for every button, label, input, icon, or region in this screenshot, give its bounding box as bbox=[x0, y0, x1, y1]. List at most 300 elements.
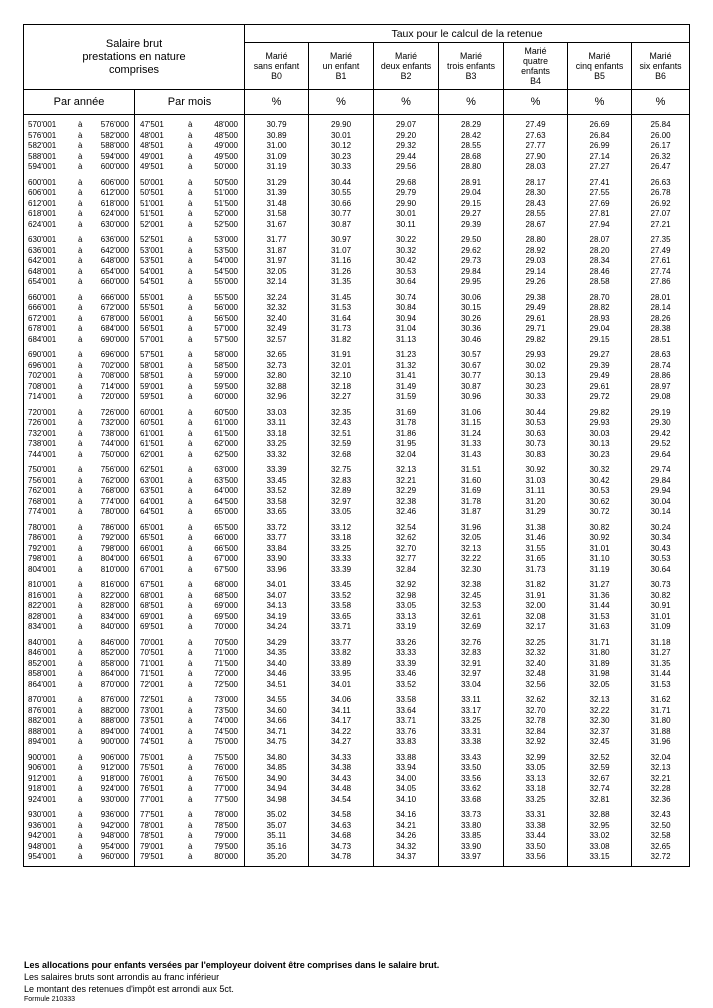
rate-b2: 33.39 bbox=[374, 659, 439, 670]
rate-b5: 31.01 bbox=[568, 544, 632, 555]
range-separator: à bbox=[78, 360, 83, 370]
monthly-range bbox=[135, 277, 245, 288]
monthly-range bbox=[135, 633, 245, 649]
rate-b2: 33.33 bbox=[374, 648, 439, 659]
rate-b1: 30.12 bbox=[309, 141, 374, 152]
rate-b4: 30.33 bbox=[504, 392, 568, 403]
monthly-range bbox=[135, 209, 245, 220]
range-separator: à bbox=[78, 245, 83, 255]
rate-b1: 30.66 bbox=[309, 199, 374, 210]
rate-b4: 32.99 bbox=[504, 748, 568, 764]
range-separator: à bbox=[188, 737, 193, 746]
monthly-from: 65'501 bbox=[140, 533, 164, 542]
rate-b1: 32.59 bbox=[309, 439, 374, 450]
annual-to: 678'000 bbox=[100, 313, 129, 323]
annual-from: 936'001 bbox=[28, 820, 57, 830]
annual-range bbox=[24, 591, 135, 602]
range-separator: à bbox=[78, 841, 83, 851]
annual-range bbox=[24, 795, 135, 806]
annual-from: 606'001 bbox=[28, 188, 57, 197]
rate-b1: 31.53 bbox=[309, 303, 374, 314]
rate-b1: 29.90 bbox=[309, 115, 374, 131]
rate-b1: 33.05 bbox=[309, 507, 374, 518]
annual-from: 732'001 bbox=[28, 428, 57, 438]
annual-range bbox=[24, 575, 135, 591]
rate-b4: 27.49 bbox=[504, 115, 568, 131]
rate-b6: 31.88 bbox=[632, 727, 690, 738]
monthly-to: 63'000 bbox=[214, 465, 239, 474]
rate-b1: 32.35 bbox=[309, 403, 374, 419]
range-separator: à bbox=[188, 773, 193, 783]
rate-b0: 32.57 bbox=[245, 335, 309, 346]
rate-b3: 28.42 bbox=[439, 131, 504, 142]
annual-to: 936'000 bbox=[100, 810, 129, 819]
monthly-to: 53'000 bbox=[214, 235, 239, 244]
monthly-range bbox=[135, 842, 245, 853]
table-row bbox=[24, 533, 690, 544]
annual-range bbox=[24, 209, 135, 220]
rate-b3: 33.62 bbox=[439, 784, 504, 795]
table-row bbox=[24, 450, 690, 461]
footer-note-rounding-tax: Le montant des retenues d'impôt est arrondi aux 5ct. bbox=[24, 984, 234, 994]
rate-b2: 32.98 bbox=[374, 591, 439, 602]
monthly-from: 68'001 bbox=[140, 590, 164, 600]
annual-range bbox=[24, 852, 135, 866]
annual-to: 960'000 bbox=[100, 852, 129, 861]
rate-b0: 33.11 bbox=[245, 418, 309, 429]
range-separator: à bbox=[78, 679, 83, 689]
annual-to: 804'000 bbox=[100, 554, 129, 563]
monthly-range bbox=[135, 648, 245, 659]
rate-b5: 27.55 bbox=[568, 188, 632, 199]
rate-b5: 27.14 bbox=[568, 152, 632, 163]
rate-b2: 34.10 bbox=[374, 795, 439, 806]
annual-range bbox=[24, 277, 135, 288]
table-row bbox=[24, 601, 690, 612]
form-number: Formule 210333 bbox=[24, 996, 75, 1003]
monthly-from: 56'501 bbox=[140, 324, 164, 333]
monthly-from: 51'001 bbox=[140, 198, 164, 208]
monthly-range bbox=[135, 288, 245, 304]
rate-b4: 31.20 bbox=[504, 497, 568, 508]
annual-range bbox=[24, 716, 135, 727]
monthly-range bbox=[135, 267, 245, 278]
annual-range bbox=[24, 544, 135, 555]
rate-b6: 31.18 bbox=[632, 633, 690, 649]
range-separator: à bbox=[188, 177, 193, 187]
barem-header-b6: Marié six enfants B6 bbox=[632, 43, 690, 90]
rate-b4: 31.55 bbox=[504, 544, 568, 555]
annual-to: 624'000 bbox=[100, 209, 129, 218]
rate-b2: 29.68 bbox=[374, 173, 439, 189]
monthly-from: 58'501 bbox=[140, 371, 164, 380]
annual-from: 600'001 bbox=[28, 177, 57, 187]
rate-b4: 31.82 bbox=[504, 575, 568, 591]
monthly-to: 74'500 bbox=[214, 726, 239, 736]
monthly-to: 56'000 bbox=[214, 303, 239, 312]
rate-b0: 34.01 bbox=[245, 575, 309, 591]
rate-b5: 27.41 bbox=[568, 173, 632, 189]
monthly-from: 75'001 bbox=[140, 752, 164, 762]
range-separator: à bbox=[78, 313, 83, 323]
rate-b5: 32.22 bbox=[568, 706, 632, 717]
range-separator: à bbox=[188, 245, 193, 255]
rate-b5: 29.27 bbox=[568, 345, 632, 361]
rate-b5: 26.84 bbox=[568, 131, 632, 142]
monthly-range bbox=[135, 784, 245, 795]
annual-to: 918'000 bbox=[100, 773, 129, 783]
range-separator: à bbox=[78, 292, 83, 302]
annual-from: 954'001 bbox=[28, 852, 57, 861]
rate-b6: 25.84 bbox=[632, 115, 690, 131]
rate-b1: 31.82 bbox=[309, 335, 374, 346]
rate-b2: 33.88 bbox=[374, 748, 439, 764]
table-row bbox=[24, 842, 690, 853]
table-row bbox=[24, 622, 690, 633]
annual-from: 894'001 bbox=[28, 737, 57, 746]
monthly-range bbox=[135, 706, 245, 717]
table-row bbox=[24, 706, 690, 717]
monthly-from: 67'501 bbox=[140, 580, 164, 589]
range-separator: à bbox=[188, 130, 193, 140]
rate-b4: 30.92 bbox=[504, 460, 568, 476]
table-row bbox=[24, 324, 690, 335]
monthly-from: 66'001 bbox=[140, 543, 164, 553]
rate-b1: 31.45 bbox=[309, 288, 374, 304]
rate-b2: 32.04 bbox=[374, 450, 439, 461]
annual-to: 774'000 bbox=[100, 496, 129, 506]
monthly-from: 52'001 bbox=[140, 219, 164, 229]
annual-from: 690'001 bbox=[28, 350, 57, 359]
monthly-from: 57'501 bbox=[140, 350, 164, 359]
monthly-to: 48'500 bbox=[214, 130, 239, 140]
monthly-from: 76'501 bbox=[140, 784, 164, 793]
range-separator: à bbox=[188, 313, 193, 323]
rate-b0: 31.97 bbox=[245, 256, 309, 267]
rate-b4: 31.11 bbox=[504, 486, 568, 497]
monthly-to: 58'000 bbox=[214, 350, 239, 359]
annual-range bbox=[24, 831, 135, 842]
rate-b0: 34.55 bbox=[245, 690, 309, 706]
annual-range bbox=[24, 601, 135, 612]
monthly-to: 59'500 bbox=[214, 381, 239, 391]
rate-b1: 33.71 bbox=[309, 622, 374, 633]
range-separator: à bbox=[188, 392, 193, 401]
rate-b6: 31.62 bbox=[632, 690, 690, 706]
monthly-range bbox=[135, 821, 245, 832]
monthly-from: 74'001 bbox=[140, 726, 164, 736]
annual-range bbox=[24, 418, 135, 429]
range-separator: à bbox=[188, 360, 193, 370]
rate-b1: 33.12 bbox=[309, 518, 374, 534]
rate-b3: 32.38 bbox=[439, 575, 504, 591]
annual-from: 702'001 bbox=[28, 371, 57, 380]
monthly-to: 62'000 bbox=[214, 439, 239, 448]
rate-b0: 33.25 bbox=[245, 439, 309, 450]
annual-to: 786'000 bbox=[100, 522, 129, 532]
monthly-to: 75'500 bbox=[214, 752, 239, 762]
rate-b0: 31.29 bbox=[245, 173, 309, 189]
rate-b3: 31.96 bbox=[439, 518, 504, 534]
annual-to: 738'000 bbox=[100, 428, 129, 438]
rate-b6: 26.17 bbox=[632, 141, 690, 152]
table-row bbox=[24, 763, 690, 774]
rate-b5: 31.63 bbox=[568, 622, 632, 633]
rate-b5: 27.81 bbox=[568, 209, 632, 220]
rate-b2: 31.32 bbox=[374, 361, 439, 372]
monthly-range bbox=[135, 152, 245, 163]
annual-from: 594'001 bbox=[28, 162, 57, 171]
annual-from: 648'001 bbox=[28, 266, 57, 276]
rate-b6: 31.80 bbox=[632, 716, 690, 727]
annual-range bbox=[24, 345, 135, 361]
range-separator: à bbox=[78, 810, 83, 819]
monthly-range bbox=[135, 831, 245, 842]
range-separator: à bbox=[78, 831, 83, 840]
range-separator: à bbox=[78, 266, 83, 276]
annual-range bbox=[24, 152, 135, 163]
rate-b4: 29.49 bbox=[504, 303, 568, 314]
rate-b0: 33.84 bbox=[245, 544, 309, 555]
rate-b6: 30.82 bbox=[632, 591, 690, 602]
rate-b2: 33.52 bbox=[374, 680, 439, 691]
table-row bbox=[24, 288, 690, 304]
monthly-to: 68'500 bbox=[214, 590, 239, 600]
monthly-to: 54'500 bbox=[214, 266, 239, 276]
rate-b4: 31.29 bbox=[504, 507, 568, 518]
rate-b4: 29.26 bbox=[504, 277, 568, 288]
rate-b4: 33.38 bbox=[504, 821, 568, 832]
annual-to: 864'000 bbox=[100, 669, 129, 678]
rate-b4: 31.03 bbox=[504, 476, 568, 487]
table-row bbox=[24, 403, 690, 419]
rate-b5: 29.49 bbox=[568, 371, 632, 382]
monthly-range bbox=[135, 507, 245, 518]
annual-from: 582'001 bbox=[28, 141, 57, 150]
rate-b2: 34.00 bbox=[374, 774, 439, 785]
range-separator: à bbox=[78, 209, 83, 218]
annual-to: 798'000 bbox=[100, 543, 129, 553]
footer-note-rounding-salary: Les salaires bruts sont arrondis au franc inférieur bbox=[24, 972, 220, 982]
rate-b1: 33.45 bbox=[309, 575, 374, 591]
table-row bbox=[24, 460, 690, 476]
rate-b6: 32.72 bbox=[632, 852, 690, 866]
range-separator: à bbox=[188, 831, 193, 840]
monthly-from: 72'001 bbox=[140, 679, 164, 689]
rate-b6: 27.86 bbox=[632, 277, 690, 288]
range-separator: à bbox=[188, 381, 193, 391]
monthly-range bbox=[135, 690, 245, 706]
rate-b1: 34.17 bbox=[309, 716, 374, 727]
rate-b5: 31.89 bbox=[568, 659, 632, 670]
annual-from: 660'001 bbox=[28, 292, 57, 302]
range-separator: à bbox=[78, 334, 83, 344]
rate-b0: 34.94 bbox=[245, 784, 309, 795]
annual-to: 642'000 bbox=[100, 245, 129, 255]
range-separator: à bbox=[78, 554, 83, 563]
annual-from: 834'001 bbox=[28, 622, 57, 631]
monthly-to: 77'500 bbox=[214, 794, 239, 804]
rate-b6: 28.01 bbox=[632, 288, 690, 304]
rate-b3: 32.53 bbox=[439, 601, 504, 612]
rate-b5: 29.61 bbox=[568, 382, 632, 393]
rate-b2: 31.95 bbox=[374, 439, 439, 450]
annual-range bbox=[24, 115, 135, 131]
range-separator: à bbox=[78, 130, 83, 140]
table-row bbox=[24, 497, 690, 508]
rate-b6: 28.14 bbox=[632, 303, 690, 314]
range-separator: à bbox=[188, 533, 193, 542]
rate-b0: 35.07 bbox=[245, 821, 309, 832]
rate-b4: 29.61 bbox=[504, 314, 568, 325]
rate-b3: 29.73 bbox=[439, 256, 504, 267]
rate-b1: 30.97 bbox=[309, 230, 374, 246]
monthly-range bbox=[135, 852, 245, 866]
range-separator: à bbox=[188, 622, 193, 631]
annual-range bbox=[24, 690, 135, 706]
rate-b4: 29.03 bbox=[504, 256, 568, 267]
rate-b5: 28.07 bbox=[568, 230, 632, 246]
monthly-range bbox=[135, 141, 245, 152]
range-separator: à bbox=[78, 428, 83, 438]
unit-percent-b2: % bbox=[374, 90, 439, 115]
annual-range bbox=[24, 450, 135, 461]
annual-to: 648'000 bbox=[100, 256, 129, 265]
unit-header-row bbox=[24, 90, 690, 115]
rate-b1: 33.25 bbox=[309, 544, 374, 555]
table-row bbox=[24, 669, 690, 680]
rate-b2: 32.62 bbox=[374, 533, 439, 544]
rate-b2: 32.21 bbox=[374, 476, 439, 487]
rate-b6: 26.92 bbox=[632, 199, 690, 210]
annual-range bbox=[24, 554, 135, 565]
rate-b6: 26.63 bbox=[632, 173, 690, 189]
monthly-from: 53'501 bbox=[140, 256, 164, 265]
monthly-from: 50'501 bbox=[140, 188, 164, 197]
rate-b3: 32.22 bbox=[439, 554, 504, 565]
annual-range bbox=[24, 633, 135, 649]
monthly-from: 59'001 bbox=[140, 381, 164, 391]
annual-to: 696'000 bbox=[100, 350, 129, 359]
rate-b6: 32.43 bbox=[632, 805, 690, 821]
rate-b0: 33.18 bbox=[245, 429, 309, 440]
range-separator: à bbox=[78, 277, 83, 286]
range-separator: à bbox=[188, 784, 193, 793]
annual-to: 708'000 bbox=[100, 371, 129, 380]
rate-b2: 29.56 bbox=[374, 162, 439, 173]
rate-b1: 31.16 bbox=[309, 256, 374, 267]
monthly-to: 61'500 bbox=[214, 428, 239, 438]
monthly-from: 69'001 bbox=[140, 611, 164, 621]
table-row bbox=[24, 277, 690, 288]
monthly-from: 78'001 bbox=[140, 820, 164, 830]
rate-b5: 32.74 bbox=[568, 784, 632, 795]
rate-b5: 32.88 bbox=[568, 805, 632, 821]
rate-b6: 27.61 bbox=[632, 256, 690, 267]
rate-b3: 33.38 bbox=[439, 737, 504, 748]
rate-b4: 31.46 bbox=[504, 533, 568, 544]
annual-range bbox=[24, 230, 135, 246]
rate-b0: 31.48 bbox=[245, 199, 309, 210]
rate-b5: 30.53 bbox=[568, 486, 632, 497]
annual-to: 702'000 bbox=[100, 360, 129, 370]
monthly-from: 70'501 bbox=[140, 648, 164, 657]
monthly-to: 70'500 bbox=[214, 637, 239, 647]
range-separator: à bbox=[78, 533, 83, 542]
monthly-to: 59'000 bbox=[214, 371, 239, 380]
rate-b5: 28.70 bbox=[568, 288, 632, 304]
rate-b0: 31.87 bbox=[245, 246, 309, 257]
rate-b3: 31.60 bbox=[439, 476, 504, 487]
rate-b0: 33.65 bbox=[245, 507, 309, 518]
rate-b1: 31.64 bbox=[309, 314, 374, 325]
table-row bbox=[24, 418, 690, 429]
rate-b3: 30.36 bbox=[439, 324, 504, 335]
unit-percent-b3: % bbox=[439, 90, 504, 115]
rate-b4: 32.70 bbox=[504, 706, 568, 717]
monthly-from: 73'001 bbox=[140, 705, 164, 715]
rate-b4: 28.80 bbox=[504, 230, 568, 246]
monthly-from: 64'001 bbox=[140, 496, 164, 506]
rate-b4: 30.44 bbox=[504, 403, 568, 419]
monthly-from: 59'501 bbox=[140, 392, 164, 401]
rate-b1: 34.54 bbox=[309, 795, 374, 806]
range-separator: à bbox=[188, 371, 193, 380]
table-row bbox=[24, 690, 690, 706]
rate-b3: 29.84 bbox=[439, 267, 504, 278]
rate-b1: 30.55 bbox=[309, 188, 374, 199]
table-row bbox=[24, 518, 690, 534]
monthly-to: 79'500 bbox=[214, 841, 239, 851]
rate-b0: 34.60 bbox=[245, 706, 309, 717]
table-row bbox=[24, 345, 690, 361]
range-separator: à bbox=[188, 564, 193, 574]
monthly-to: 57'500 bbox=[214, 334, 239, 344]
monthly-range bbox=[135, 418, 245, 429]
range-separator: à bbox=[78, 669, 83, 678]
rate-b6: 30.43 bbox=[632, 544, 690, 555]
range-separator: à bbox=[188, 407, 193, 417]
rate-b5: 30.32 bbox=[568, 460, 632, 476]
monthly-to: 72'500 bbox=[214, 679, 239, 689]
rate-b6: 31.35 bbox=[632, 659, 690, 670]
annual-range bbox=[24, 303, 135, 314]
rate-b2: 32.29 bbox=[374, 486, 439, 497]
annual-from: 792'001 bbox=[28, 543, 57, 553]
range-separator: à bbox=[78, 198, 83, 208]
monthly-from: 58'001 bbox=[140, 360, 164, 370]
monthly-to: 63'500 bbox=[214, 475, 239, 485]
annual-from: 630'001 bbox=[28, 235, 57, 244]
rate-b3: 31.78 bbox=[439, 497, 504, 508]
rate-b2: 31.41 bbox=[374, 371, 439, 382]
monthly-to: 58'500 bbox=[214, 360, 239, 370]
rate-b0: 32.05 bbox=[245, 267, 309, 278]
table-row bbox=[24, 230, 690, 246]
range-separator: à bbox=[78, 303, 83, 312]
range-separator: à bbox=[188, 580, 193, 589]
rate-b0: 34.46 bbox=[245, 669, 309, 680]
table-row bbox=[24, 831, 690, 842]
rate-b5: 29.82 bbox=[568, 403, 632, 419]
annual-to: 912'000 bbox=[100, 763, 129, 772]
range-separator: à bbox=[188, 820, 193, 830]
annual-range bbox=[24, 460, 135, 476]
table-row bbox=[24, 737, 690, 748]
rate-b1: 34.43 bbox=[309, 774, 374, 785]
range-separator: à bbox=[78, 439, 83, 448]
rate-b3: 32.30 bbox=[439, 565, 504, 576]
